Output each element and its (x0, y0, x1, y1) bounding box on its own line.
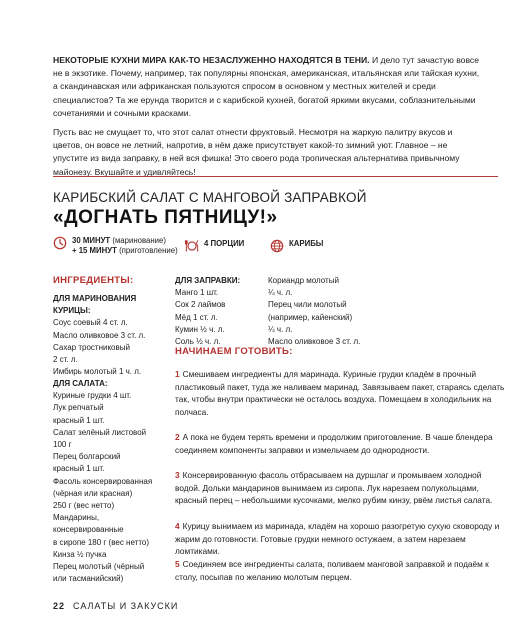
plate-cutlery-icon (185, 239, 199, 253)
ingredient-item: 100 г (53, 440, 72, 450)
ingredients-heading: ИНГРЕДИЕНТЫ: (53, 275, 134, 286)
marinade-heading-1: ДЛЯ МАРИНОВАНИЯ (53, 294, 137, 303)
step-number: 5 (175, 559, 180, 569)
page-footer (53, 601, 178, 611)
ingredient-item: Сахар тростниковый (53, 342, 130, 352)
ingredient-item: Масло оливковое 3 ст. л. (268, 337, 361, 347)
page-number: 22 (53, 601, 66, 611)
ingredient-item: Перец молотый (чёрный (53, 562, 145, 572)
dressing-ingredients (175, 275, 265, 348)
intro-text (53, 54, 483, 185)
section-name: САЛАТЫ И ЗАКУСКИ (73, 601, 179, 611)
ingredient-item: Кориандр молотый (268, 276, 339, 285)
ingredient-item: в сиропе 180 г (вес нетто) (53, 537, 150, 547)
step-1 (175, 368, 505, 418)
ingredient-item: Мандарины, (53, 513, 100, 523)
marinade-heading-2: КУРИЦЫ: (53, 306, 91, 316)
time-extra: + 15 МИНУТ (72, 246, 117, 255)
ingredient-item: Лук репчатый (53, 403, 104, 413)
cooking-time (53, 236, 178, 256)
section-divider (53, 176, 498, 177)
ingredient-item: 250 г (вес нетто) (53, 501, 115, 511)
step-text: Курицу вынимаем из маринада, кладём на хорошо разогретую сухую сковороду и жарим до готовности. Готовые грудки немного остужаем, а затем нарезаем ломтиками. (175, 521, 500, 557)
step-text: Соединяем все ингредиенты салата, поливаем манговой заправкой и подаём к столу, посыпав по желанию молотым перцем. (175, 559, 489, 582)
dressing-heading: ДЛЯ ЗАПРАВКИ: (175, 276, 241, 285)
time-extra-note: (приготовление) (116, 246, 178, 255)
salad-ingredients (53, 378, 173, 585)
intro-lead: НЕКОТОРЫЕ КУХНИ МИРА КАК-ТО НЕЗАСЛУЖЕННО НАХОДЯТСЯ В ТЕНИ. (53, 55, 370, 65)
ingredient-item: Куриные грудки 4 шт. (53, 391, 132, 401)
ingredient-item: консервированные (53, 525, 124, 535)
clock-icon (53, 236, 67, 250)
ingredient-item: Кинза ½ пучка (53, 549, 107, 559)
cuisine (270, 239, 323, 253)
ingredient-item: Сок 2 лаймов (175, 300, 226, 310)
ingredient-item: красный 1 шт. (53, 464, 105, 474)
step-number: 2 (175, 432, 180, 442)
ingredient-item: Соль ½ ч. л. (175, 337, 221, 347)
recipe-title-line-2: «ДОГНАТЬ ПЯТНИЦУ!» (53, 207, 278, 228)
marinade-ingredients (53, 293, 173, 378)
ingredient-item: Перец болгарский (53, 452, 121, 462)
step-number: 4 (175, 521, 180, 531)
ingredient-item: 2 ст. л. (53, 355, 78, 365)
ingredient-item: или тасманийский) (53, 574, 124, 584)
step-5 (175, 558, 505, 583)
ingredient-item: красный 1 шт. (53, 415, 105, 425)
ingredient-item: (например, кайенский) (268, 312, 353, 322)
step-number: 1 (175, 369, 180, 379)
ingredient-item: Кумин ½ ч. л. (175, 324, 225, 334)
globe-icon (270, 239, 284, 253)
salad-heading: ДЛЯ САЛАТА: (53, 379, 108, 388)
intro-paragraph-1: И дело тут зачастую вовсе не в экзотике. Почему, например, так популярны японская, американская, итальянская или тайская кухни, а скандинавская или африканская пользуются спросом в основном у местных жителей и среди специалистов? Та же ерунда творится и с карибской кухней, богатой яркими вкусами, соблазнительными сочетаниями и сочными красками. (53, 55, 480, 118)
recipe-title-line-1: КАРИБСКИЙ САЛАТ С МАНГОВОЙ ЗАПРАВКОЙ (53, 190, 367, 205)
ingredient-item: ¼ ч. л. (268, 288, 293, 298)
step-number: 3 (175, 470, 180, 480)
step-4 (175, 520, 505, 558)
ingredient-item: Перец чили молотый (268, 300, 347, 310)
portions-label: 4 ПОРЦИИ (204, 239, 245, 248)
time-main: 30 МИНУТ (72, 236, 111, 245)
ingredient-item: Манго 1 шт. (175, 288, 219, 298)
ingredient-item: Фасоль консервированная (53, 476, 153, 486)
step-text: Консервированную фасоль отбрасываем на дуршлаг и промываем холодной водой. Дольки мандаринов вынимаем из сиропа. Лук нарезаем полукольцами, красный перец – небольшими кусочками, мелко рубим кинзу, рвём листья салата. (175, 470, 493, 506)
cuisine-label: КАРИБЫ (289, 239, 324, 248)
step-text: А пока не будем терять времени и продолжим приготовление. В чаше блендера соединяем компоненты заправки и измельчаем до однородности. (175, 432, 493, 455)
ingredient-item: Мёд 1 ст. л. (175, 312, 218, 322)
intro-paragraph-2: Пусть вас не смущает то, что этот салат отнести фруктовый. Несмотря на жаркую палитру вкусов и цветов, он вовсе не летний, напротив, в нём даже присутствует какой-то зимний уют. Главное – не упустите из вида заправку, в ней вся фишка! Это своего рода тропическая альтернатива привычному майонезу. Вкушайте и удивляйтесь! (53, 127, 460, 177)
ingredient-item: Имбирь молотый 1 ч. л. (53, 367, 142, 377)
ingredient-item: Салат зелёный листовой (53, 427, 147, 437)
time-main-note: (маринование) (110, 236, 166, 245)
ingredient-item: (чёрная или красная) (53, 488, 133, 498)
dressing-ingredients-continued (268, 275, 408, 348)
portions (185, 239, 244, 253)
step-2 (175, 431, 505, 456)
steps-heading: НАЧИНАЕМ ГОТОВИТЬ: (175, 346, 293, 357)
ingredient-item: ¼ ч. л. (268, 324, 293, 334)
ingredient-item: Масло оливковое 3 ст. л. (53, 330, 146, 340)
step-text: Смешиваем ингредиенты для маринада. Куриные грудки кладём в прочный пластиковый пакет, туда же наливаем маринад. Завязываем пакет, стараясь сделать так, чтобы внутри практически не осталось воздуха. Помещаем в холодильник на полчаса. (175, 369, 505, 417)
step-3 (175, 469, 505, 507)
ingredient-item: Соус соевый 4 ст. л. (53, 318, 128, 328)
